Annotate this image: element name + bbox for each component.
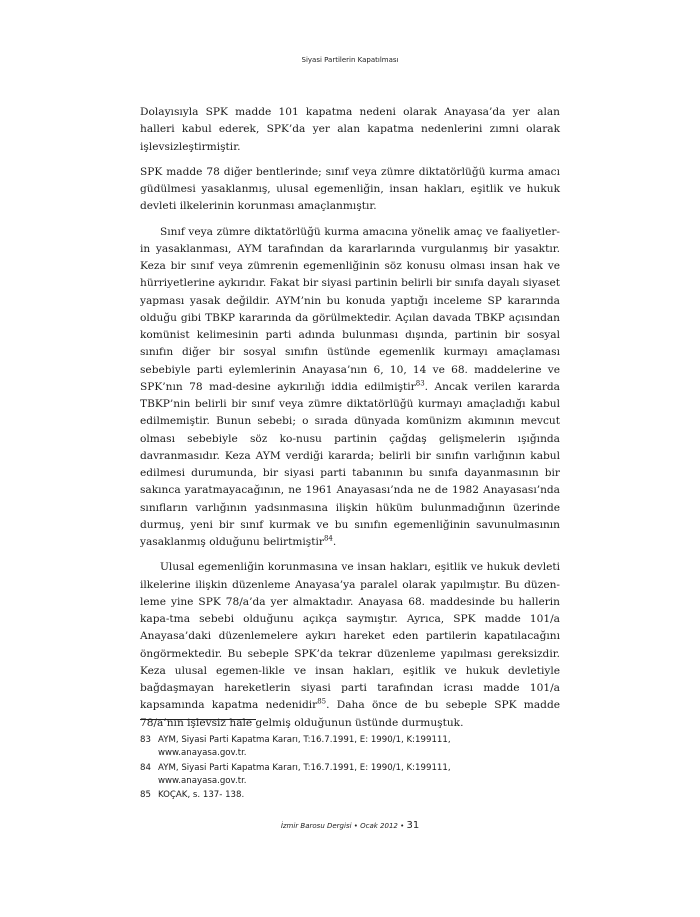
paragraph-text: Dolayısıyla SPK madde 101 kapatma nedeni olarak Anayasa’da yer alan halleri kabul ederek, SPK’da yer alan kapatma nedenlerini zımni olarak işlevsizleştirmiştir. [140, 106, 560, 153]
footnote-text [158, 734, 560, 761]
journal-citation: İzmir Barosu Dergisi • Ocak 2012 • [280, 822, 405, 830]
paragraph-text: SPK madde 78 diğer bentlerinde; sınıf veya zümre diktatörlüğü kurma amacı güdülmesi yasaklanmış, ulusal egemenliğin, insan hakları, eşitlik ve hukuk devleti ilkelerinin korunması amaçlanmıştır. [140, 165, 560, 213]
page-number: 31 [406, 820, 420, 831]
footnote-line: AYM, Siyasi Parti Kapatma Kararı, T:16.7.1991, E: 1990/1, K:199111, [158, 735, 451, 745]
paragraph-text: Ulusal egemenliğin korunmasına ve insan hakları, eşitlik ve hukuk devleti ilkelerine ilişkin düzenleme Anayasa’ya paralel olarak yapılmıştır. Bu düzen-leme yine SPK 78/a’da yer almaktadır. Anayasa 68. maddesinde bu hallerin kapa-tma sebebi olduğunu açıkça saymıştır. Ayrıca, SPK madde 101/a Anayasa’daki düzenlemelere aykırı hareket eden partilerin kapatılacağını öngörmektedir. Bu sebeple SPK’da tekrar düzenleme yapılması gereksizdir. Keza ulusal egemen-likle ve insan hakları, eşitlik ve hukuk devletiyle bağdaşmayan hareketlerin siyasi parti tarafından icrası madde 101/a kapsamında kapatma nedenidir [140, 561, 560, 712]
footnote-separator [140, 719, 256, 720]
body-text [140, 104, 560, 740]
footnote-85 [140, 789, 560, 802]
footnote-link[interactable]: www.anayasa.gov.tr. [158, 775, 247, 786]
paragraph-4 [140, 559, 560, 732]
footnote-line: KOÇAK, s. 137- 138. [158, 790, 245, 801]
footnote-line: AYM, Siyasi Parti Kapatma Kararı, T:16.7.1991, E: 1990/1, K:199111, [158, 762, 451, 773]
paragraph-text: . Ancak verilen kararda TBKP’nin belirli bir sınıf veya zümre diktatörlüğü kurmayı amaçladığı kabul edilmemiştir. Bunun sebebi; o sırada dünyada komünizm akımının mevcut olması sebebiyle söz ko-nusu partinin çağdaş gelişmelerin ışığında davranmasıdır. Keza AYM verdiği kararda; belirli bir sınıfın varlığının kabul edilmesi durumunda, bir siyasi parti tabanının bu sınıfa dayanmasının bir sakınca yaratmayacağının, ne 1961 Anayasası’nda ne de 1982 Anayasası’nda sınıfların varlığının yadsınmasına ilişkin hüküm bulunmadığının üzerinde durmuş, yeni bir sınıf kurmak ve bu sınıfın egemenliğinin savunulmasının yasaklanmış olduğunu belirtmiştir [140, 380, 561, 548]
footnote-83 [140, 734, 560, 761]
footnote-84 [140, 762, 560, 789]
footnotes [140, 734, 560, 803]
footnote-text [158, 762, 560, 789]
paragraph-text: Sınıf veya zümre diktatörlüğü kurma amacına yönelik amaç ve faaliyetler-in yasaklanması, AYM tarafından da kararlarında vurgulanmış bir yasaktır. Keza bir sınıf veya zümrenin egemenliğinin söz konusu olması insan hak ve hürriyetlerine aykırıdır. Fakat bir siyasi partinin belirli bir sınıfa dayalı siyaset yapması yasak değildir. AYM’nin bu konuda yaptığı inceleme SP kararında olduğu gibi TBKP kararında da görülmektedir. Açılan davada TBKP açısından komünist kelimesinin parti adında bulunması dışında, partinin bir sosyal sınıfın diğer bir sosyal sınıfın üstünde egemenlik kurmayı amaçlaması sebebiyle parti eylemlerinin Anayasa’nın 6, 10, 14 ve 68. maddelerine ve SPK’nın 78 mad-desine aykırılığı iddia edilmiştir [140, 225, 560, 393]
footnote-link[interactable]: www.anayasa.gov.tr. [158, 748, 247, 759]
footnote-number: 84 [140, 762, 151, 773]
footnote-text [158, 789, 560, 802]
footnote-ref-84[interactable]: 84 [323, 534, 333, 543]
paragraph-text: . [332, 536, 337, 548]
page-footer [0, 820, 700, 831]
paragraph-2 [140, 164, 560, 216]
paragraph-3 [140, 224, 560, 552]
paragraph-1 [140, 104, 560, 156]
paragraph-text: . Daha önce de bu sebeple SPK madde 78/a’nın işlevsiz hale gelmiş olduğunun üstünde durmuştuk. [140, 699, 560, 729]
footnote-ref-83[interactable]: 83 [415, 379, 425, 388]
footnote-ref-85[interactable]: 85 [317, 697, 327, 706]
running-head: Siyasi Partilerin Kapatılması [301, 56, 399, 64]
footnote-number: 85 [140, 790, 151, 801]
footnote-number: 83 [140, 735, 151, 745]
